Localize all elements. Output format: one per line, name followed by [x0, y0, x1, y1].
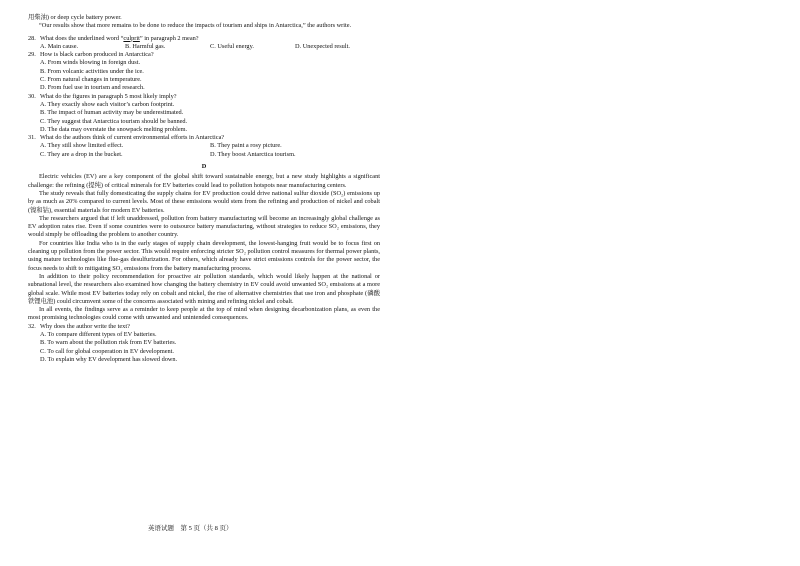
option-a: A. Main cause. — [40, 42, 79, 50]
question-number: 28. — [28, 34, 36, 42]
option-c: C. To call for global cooperation in EV development. — [40, 347, 174, 355]
option-d: D. From fuel use in tourism and research. — [40, 84, 145, 92]
options — [28, 59, 380, 92]
options — [28, 101, 380, 134]
question-text: What do the authors think of current environmental efforts in Antarctica? — [40, 134, 225, 142]
passage-paragraph: For countries like India who is in the early stages of supply chain development, the lowest-hanging fruit would be to focus first on cleaning up pollution from the power sector. This would require enforcing stricter SO₂ pollution control measures for thermal power plants, using mature technologies like flue-gas desulfurization. For others, which already have strict emissions controls for the power sector, the focus needs to shift to mitigating SO₂ emissions from the battery manufacturing process. — [28, 239, 380, 272]
question-28-stem — [28, 35, 380, 43]
option-d: D. Unexpected result. — [295, 42, 350, 50]
carryover-line: 用柴油) or deep cycle battery power. — [28, 14, 122, 21]
section-heading-d: D — [201, 163, 207, 171]
option-d: D. The data may overstate the snowpack melting problem. — [40, 125, 188, 133]
question-number: 32. — [28, 322, 36, 330]
option-d: D. To explain why EV development has slowed down. — [40, 355, 178, 363]
left-column — [28, 14, 380, 364]
question-32 — [28, 323, 380, 364]
option-b: B. They paint a rosy picture. — [210, 142, 282, 150]
question-number: 31. — [28, 134, 36, 142]
option-b: B. To warn about the pollution risk from EV batteries. — [40, 339, 177, 347]
question-31 — [28, 134, 380, 159]
option-a: A. They still show limited effect. — [40, 142, 124, 150]
passage-paragraph: In all events, the findings serve as a reminder to keep people at the top of mind when designing decarbonization plans, as even the most promising technologies could come with unwanted and unintended consequences. — [28, 306, 380, 322]
option-a: A. They exactly show each visitor’s carbon footprint. — [40, 100, 175, 108]
option-d: D. They boost Antarctica tourism. — [210, 150, 296, 158]
option-b: B. Harmful gas. — [125, 42, 166, 50]
options — [28, 331, 380, 364]
underlined-word: culprit — [123, 34, 140, 42]
passage-paragraph: The study reveals that fully domesticating the supply chains for EV production could drive national sulfur dioxide (SO₂) emissions up by as much as 20% compared to current levels. Most of these emissions would stem from the refining and production of nickel and cobalt (镍和钴), essential materials for modern EV batteries. — [28, 189, 380, 214]
options — [28, 43, 380, 51]
passage-paragraph: Electric vehicles (EV) are a key component of the global shift toward sustainable energy, but a new study highlights a significant challenge: the refining (提纯) of critical minerals for EV batteries could lead to pollution hotspots near manufacturing centers. — [28, 173, 380, 189]
options — [28, 142, 380, 159]
question-28 — [28, 35, 380, 52]
question-29 — [28, 51, 380, 92]
question-number: 30. — [28, 92, 36, 100]
option-c: C. From natural changes in temperature. — [40, 76, 142, 84]
option-c: C. They are a drop in the bucket. — [40, 150, 123, 158]
passage-paragraph: In addition to their policy recommendation for proactive air pollution standards, which would likely happen at the national or subnational level, the researchers also examined how changing the battery chemistry in EV could avoid unwanted SO₂ emissions at a more global scale. While most EV batteries today rely on cobalt and nickel, the rise of alternative chemistries that use iron and phosphate (磷酸铁锂电池) could circumvent some of the concerns associated with mining and refining nickel and cobalt. — [28, 272, 380, 305]
passage-d — [28, 173, 380, 322]
option-c: C. Useful energy. — [210, 42, 254, 50]
option-a: A. From winds blowing in foreign dust. — [40, 59, 141, 67]
question-text: How is black carbon produced in Antarctica? — [40, 51, 154, 59]
question-30 — [28, 93, 380, 134]
question-text: What do the figures in paragraph 5 most likely imply? — [40, 92, 177, 100]
option-a: A. To compare different types of EV batteries. — [40, 330, 157, 338]
option-b: B. The impact of human activity may be underestimated. — [40, 109, 184, 117]
question-text: What does the underlined word “culprit” in paragraph 2 mean? — [40, 34, 199, 42]
page-footer: 英语试题 第 5 页（共 8 页） — [148, 525, 233, 532]
passage-paragraph: The researchers argued that if left unaddressed, pollution from battery manufacturing will become an increasingly global challenge as EV adoption rates rise. Even if some countries were to outsource battery manufacturing, without strategies to reduce SO₂ emissions, they would simply be offloading the problem to another country. — [28, 214, 380, 239]
option-b: B. From volcanic activities under the ice. — [40, 67, 144, 75]
question-number: 29. — [28, 51, 36, 59]
quote-paragraph: “Our results show that more remains to be done to reduce the impacts of tourism and ships in Antarctica,” the authors write. — [39, 22, 352, 30]
option-c: C. They suggest that Antarctica tourism should be banned. — [40, 117, 188, 125]
question-text: Why does the author write the text? — [40, 322, 130, 330]
